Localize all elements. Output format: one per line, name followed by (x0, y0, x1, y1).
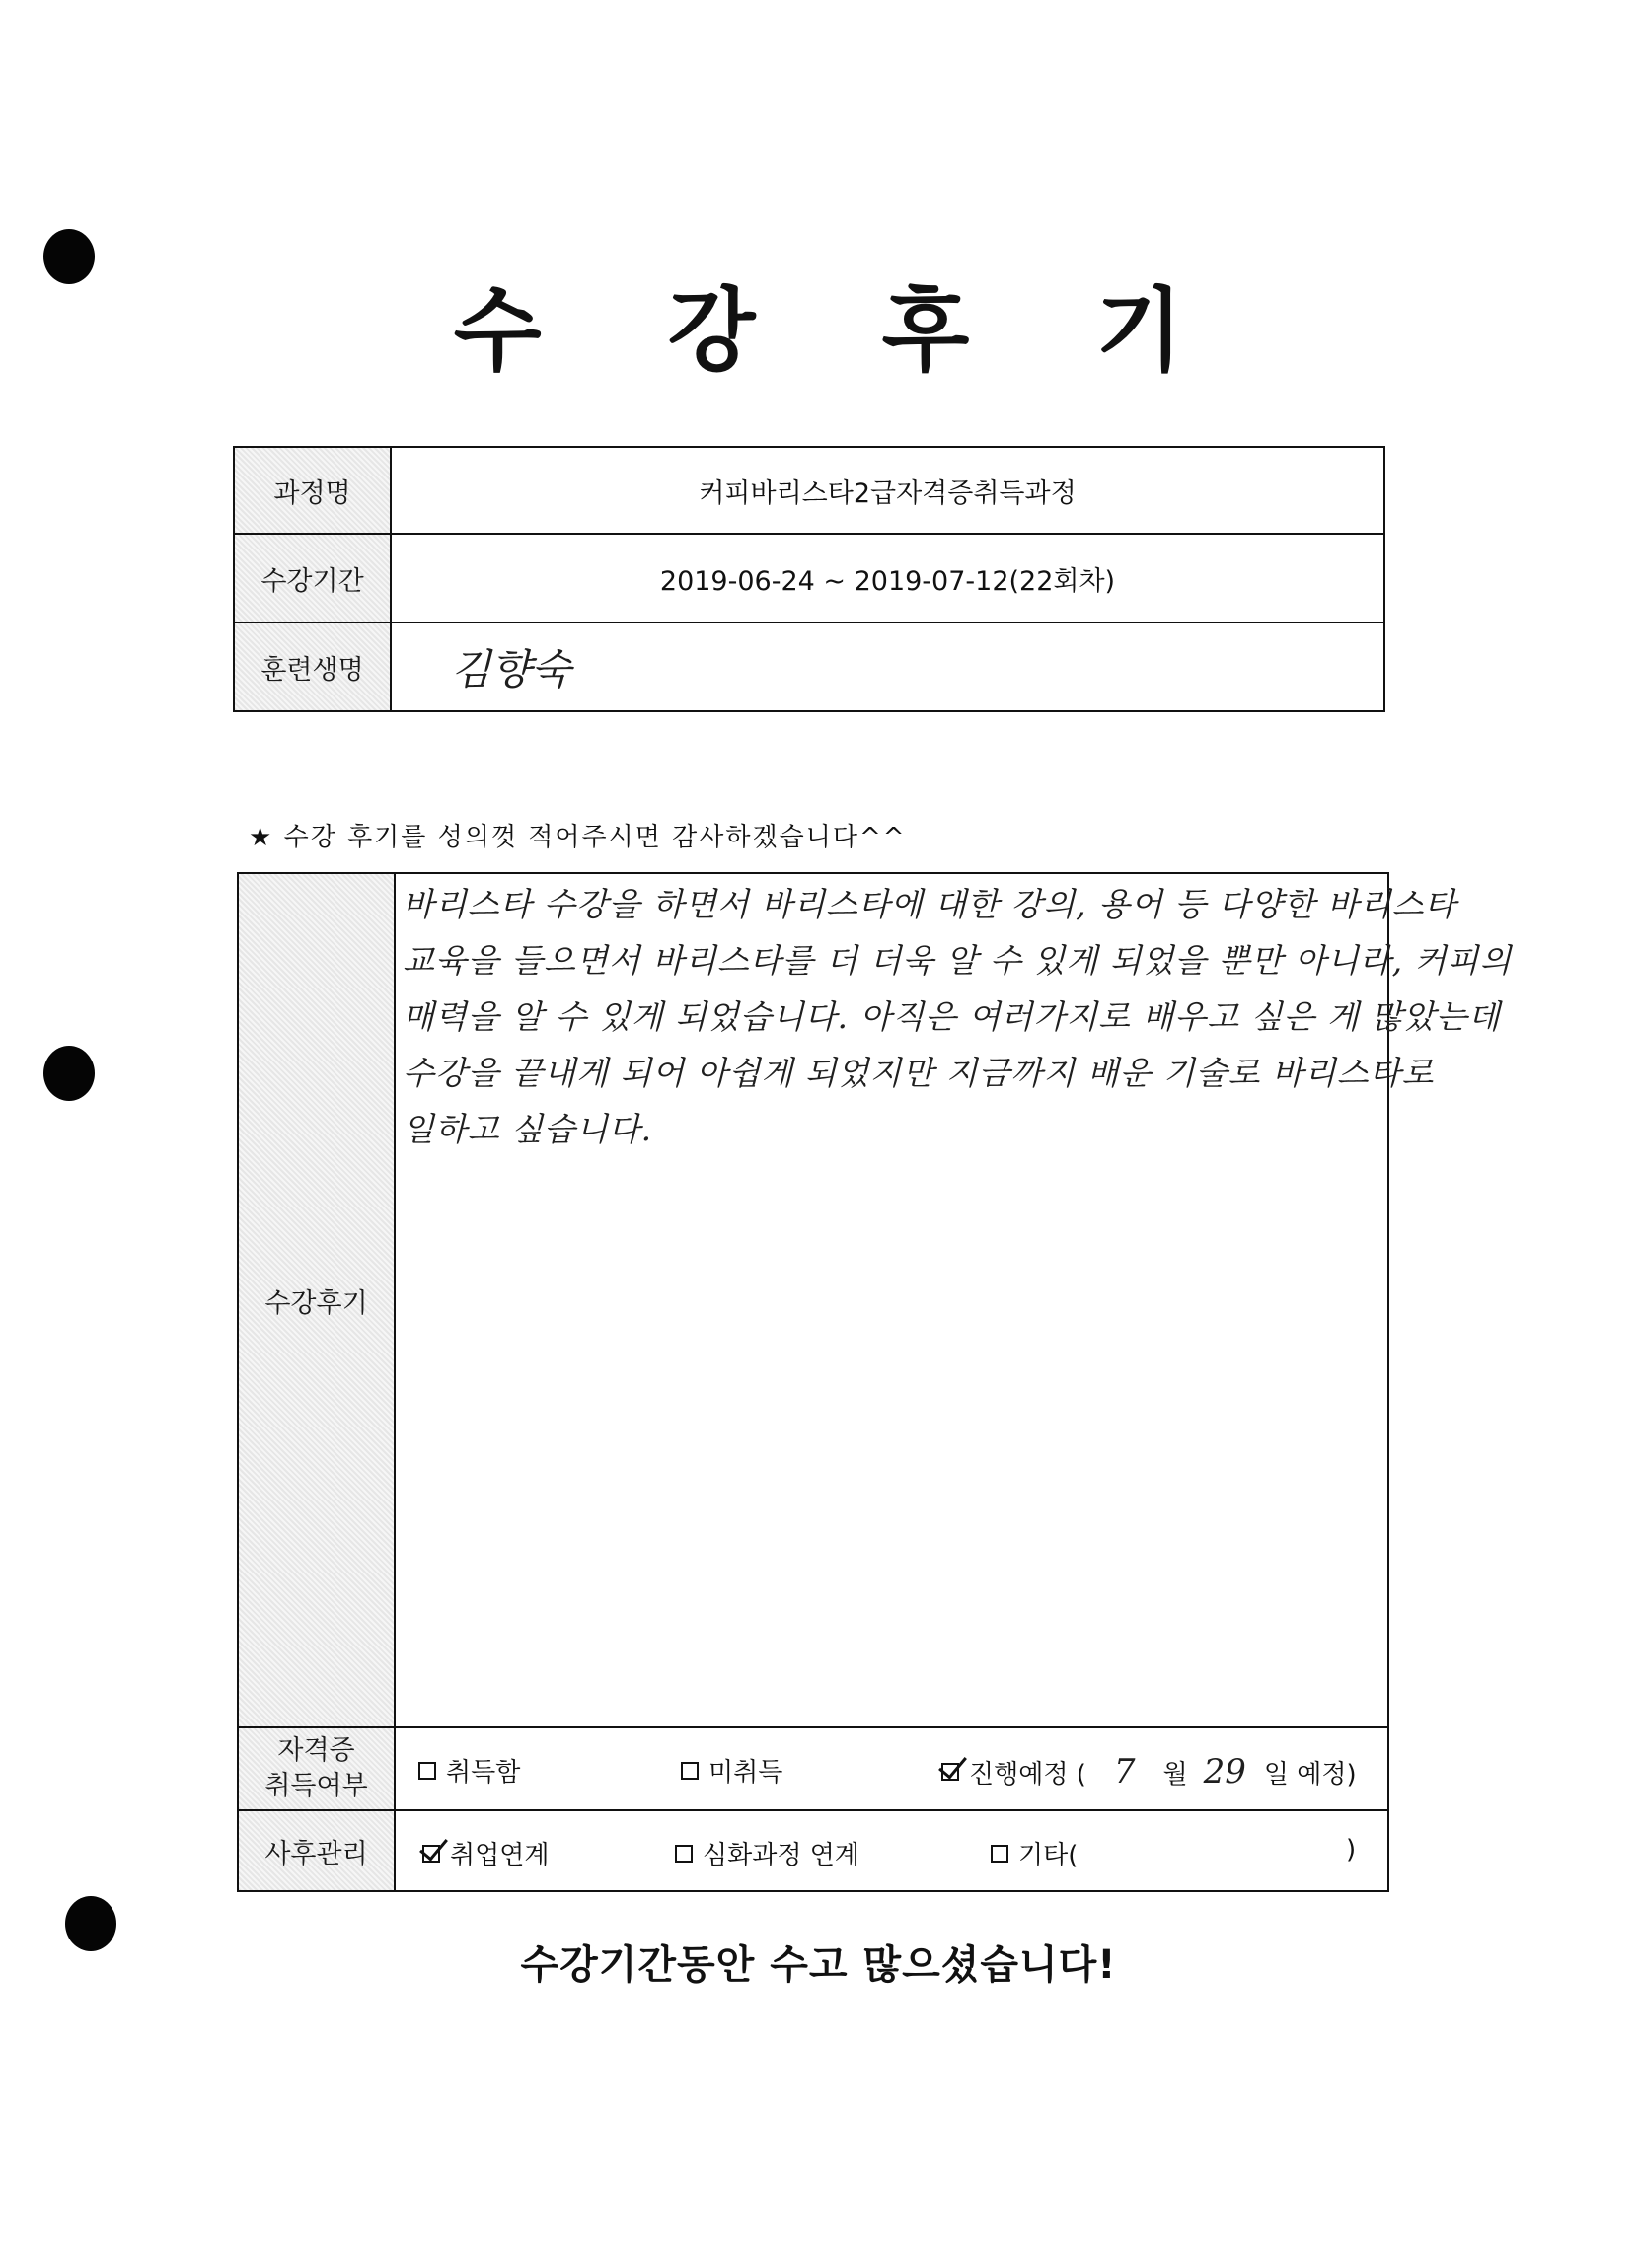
option-acquired-label: 취득함 (446, 1758, 521, 1788)
day-unit: 일 예정) (1263, 1759, 1357, 1790)
certificate-label-line2: 취득여부 (264, 1771, 368, 1801)
review-text (403, 876, 1513, 1157)
review-line: 수강을 끝내게 되어 아쉽게 되었지만 지금까지 배운 기술로 바리스타로 (403, 1054, 1435, 1092)
checkbox-acquired[interactable] (418, 1762, 436, 1780)
checkbox-advanced-course[interactable] (675, 1845, 693, 1863)
aftercare-label: 사후관리 (238, 1810, 395, 1891)
review-line: 바리스타 수강을 하면서 바리스타에 대한 강의, 용어 등 다양한 바리스타 (403, 885, 1457, 923)
course-value: 커피바리스타2급자격증취득과정 (391, 447, 1384, 534)
option-other[interactable] (991, 1835, 1078, 1871)
closing-message: 수강기간동안 수고 많으셨습니다! (520, 1942, 1117, 1988)
period-label: 수강기간 (234, 534, 391, 622)
page-title: 수 강 후 기 (453, 278, 1231, 384)
scheduled-day: 29 (1203, 1752, 1246, 1792)
checkbox-other[interactable] (991, 1845, 1008, 1863)
checkbox-in-progress[interactable] (941, 1763, 959, 1781)
trainee-name (391, 622, 1384, 711)
option-other-label: 기타( (1018, 1841, 1079, 1870)
option-not-acquired-label: 미취득 (708, 1758, 783, 1788)
course-label: 과정명 (234, 447, 391, 534)
checkbox-not-acquired[interactable] (681, 1762, 699, 1780)
option-in-progress-label: 진행예정 ( (969, 1759, 1086, 1790)
other-close-paren: ) (1346, 1835, 1357, 1865)
certificate-label-line1: 자격증 (277, 1735, 355, 1766)
trainee-name-handwritten: 김향숙 (451, 645, 571, 694)
review-line: 교육을 들으면서 바리스타를 더 더욱 알 수 있게 되었을 뿐만 아니라, 커피의 (403, 941, 1513, 980)
scheduled-month: 7 (1113, 1752, 1136, 1792)
option-advanced-course[interactable] (675, 1835, 859, 1871)
punch-hole-middle (43, 1046, 95, 1101)
review-line: 매력을 알 수 있게 되었습니다. 아직은 여러가지로 배우고 싶은 게 많았는데 (403, 997, 1501, 1036)
review-label: 수강후기 (238, 873, 395, 1727)
review-line: 일하고 싶습니다. (403, 1110, 653, 1148)
option-acquired[interactable] (418, 1752, 520, 1789)
notice-text: ★ 수강 후기를 성의껏 적어주시면 감사하겠습니다^^ (249, 823, 907, 852)
option-not-acquired[interactable] (681, 1752, 782, 1789)
info-table (233, 446, 1385, 712)
period-value: 2019-06-24 ~ 2019-07-12(22회차) (391, 534, 1384, 622)
option-job-link-label: 취업연계 (450, 1841, 550, 1870)
checkbox-job-link[interactable] (422, 1845, 440, 1863)
option-advanced-course-label: 심화과정 연계 (703, 1841, 859, 1870)
option-in-progress[interactable] (941, 1752, 1357, 1792)
option-job-link[interactable] (422, 1835, 549, 1871)
month-unit: 월 (1162, 1759, 1188, 1790)
trainee-label: 훈련생명 (234, 622, 391, 711)
certificate-label (238, 1727, 395, 1810)
